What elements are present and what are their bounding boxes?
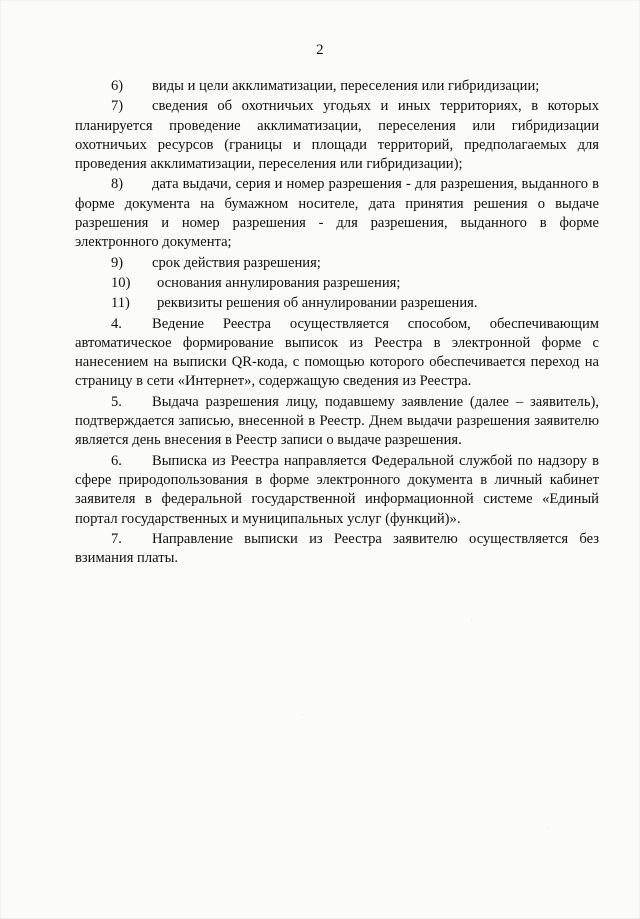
section-4: [75, 315, 599, 392]
paragraph-text: реквизиты решения об аннулировании разрешения.: [157, 295, 478, 312]
list-item-6: [75, 77, 599, 96]
section-6: [75, 452, 599, 529]
paragraph-text: основания аннулирования разрешения;: [157, 274, 401, 291]
list-item-11: [75, 294, 599, 313]
section-number: 4.: [111, 315, 122, 332]
section-7: [75, 530, 599, 569]
section-number: 5.: [111, 393, 122, 410]
paragraph-text: Направление выписки из Реестра заявителю осуществляется без взимания платы.: [75, 530, 599, 567]
list-marker: 10): [111, 274, 131, 291]
list-marker: 6): [111, 78, 124, 94]
paragraph-text: виды и цели акклиматизации, переселения или гибридизации;: [152, 78, 540, 94]
list-marker: 8): [111, 176, 124, 193]
paragraph-text: дата выдачи, серия и номер разрешения - для разрешения, выданного в форме документа на бумажном носителе, дата принятия решения о выдаче разрешения и номер разрешения - для разрешения, выданного в форме электронного документа;: [75, 176, 599, 251]
paragraph-text: Ведение Реестра осуществляется способом, обеспечивающим автоматическое формирование выписок из Реестра в электронной форме с нанесением на выписки QR-кода, с помощью которого обеспечивается переход на страницу в сети «Интернет», содержащую сведения из Реестра.: [75, 315, 599, 390]
list-marker: 7): [111, 98, 124, 115]
list-item-8: [75, 175, 599, 252]
paragraph-text: срок действия разрешения;: [152, 254, 321, 271]
list-item-9: [75, 254, 599, 273]
paragraph-text: Выдача разрешения лицу, подавшему заявление (далее – заявитель), подтверждается записью, внесенной в Реестр. Днем выдачи разрешения заявителю является день внесения в Реестр записи о выдаче разрешения.: [75, 393, 599, 449]
list-marker: 11): [111, 295, 130, 312]
scan-speck: [471, 620, 472, 621]
paragraph-text: сведения об охотничьих угодьях и иных территориях, в которых планируется проведение акклиматизации, переселения или гибридизации охотничьих ресурсов (границы и площади территорий, предполагаемых для проведения акклиматизации, переселения или гибридизации);: [75, 98, 599, 173]
scan-speck: [548, 827, 549, 828]
paragraph-text: Выписка из Реестра направляется Федеральной службой по надзору в сфере природопользования в форме электронного документа в личный кабинет заявителя в федеральной государственной информационной системе «Единый портал государственных и муниципальных услуг (функций)».: [75, 452, 599, 527]
section-number: 7.: [111, 530, 122, 547]
list-marker: 9): [111, 254, 124, 271]
page-number: 2: [316, 42, 324, 58]
document-body: [75, 77, 599, 568]
list-item-7: [75, 97, 599, 174]
section-5: [75, 393, 599, 451]
section-number: 6.: [111, 452, 122, 469]
scan-speck: [302, 714, 303, 715]
list-item-10: [75, 274, 599, 293]
